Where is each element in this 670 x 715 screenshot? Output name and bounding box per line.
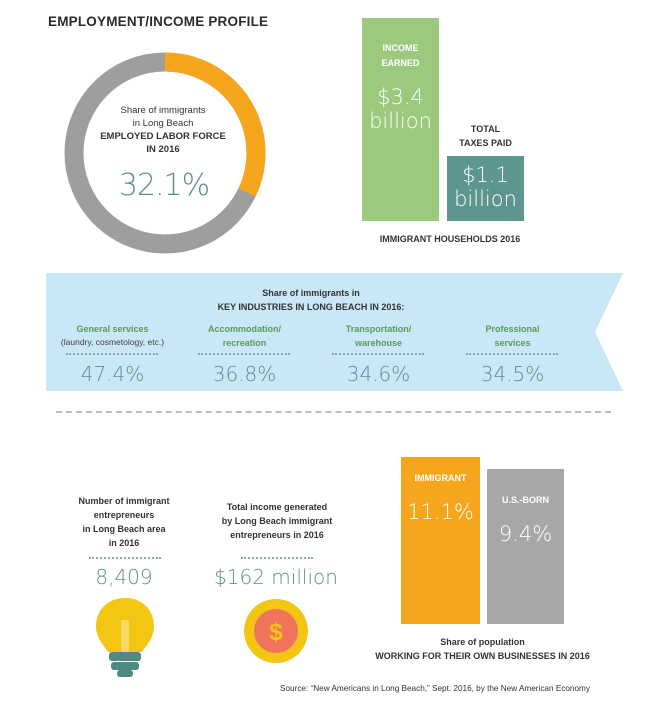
entrepreneur-count-label	[64, 494, 184, 550]
coin-symbol: $	[269, 619, 283, 646]
dotted-rule	[332, 353, 424, 355]
dotted-rule	[241, 557, 313, 559]
count-line3: in Long Beach area	[82, 524, 166, 534]
immigrant-bar	[401, 457, 480, 624]
industry-value: 47.4%	[80, 362, 145, 386]
section-divider	[56, 411, 611, 413]
usborn-label: U.S.-BORN	[502, 495, 549, 505]
own-caption-line1: Share of population	[440, 637, 525, 647]
dotted-rule	[198, 353, 290, 355]
entrepreneur-count-value: 8,409	[95, 565, 153, 589]
industry-name: General services	[76, 324, 149, 334]
industry-value: 36.8%	[212, 362, 277, 386]
dotted-rule	[89, 557, 161, 559]
industry-accommodation	[182, 322, 307, 350]
labor-force-line2: in Long Beach	[132, 118, 194, 129]
immigrant-label: IMMIGRANT	[414, 473, 467, 483]
taxes-paid-label	[447, 122, 524, 150]
income-line1: Total income generated	[226, 502, 328, 512]
industries-title-line1: Share of immigrants in	[262, 288, 360, 298]
taxes-paid-unit: billion	[454, 187, 517, 211]
income-earned-unit: billion	[369, 109, 432, 133]
page-title: EMPLOYMENT/INCOME PROFILE	[48, 14, 269, 29]
industry-name-line2: warehouse	[354, 338, 403, 348]
lightbulb-icon	[92, 596, 158, 678]
income-earned-value: $3.4	[377, 85, 424, 109]
industry-professional	[450, 322, 575, 350]
own-caption-line2: WORKING FOR THEIR OWN BUSINESSES IN 2016	[375, 651, 590, 661]
usborn-bar	[487, 469, 564, 624]
income-line3: entrepreneurs in 2016	[230, 530, 324, 540]
industry-name-line2: services	[494, 338, 531, 348]
industry-name: Professional	[485, 324, 540, 334]
industry-general-services	[50, 322, 175, 349]
industries-title	[46, 286, 576, 314]
labor-force-label	[98, 104, 228, 156]
entrepreneur-income-label	[212, 500, 342, 542]
industry-name-line2: recreation	[222, 338, 267, 348]
own-business-caption	[375, 635, 590, 663]
entrepreneur-income-value: $162 million	[214, 565, 338, 589]
industry-name: Accommodation/	[207, 324, 281, 334]
households-caption: IMMIGRANT HOUSEHOLDS 2016	[379, 234, 521, 244]
industry-value: 34.5%	[480, 362, 545, 386]
dotted-rule	[466, 353, 558, 355]
count-line4: in 2016	[108, 538, 140, 548]
taxes-line2: TAXES PAID	[459, 138, 512, 148]
dotted-rule	[66, 353, 158, 355]
usborn-value: 9.4%	[498, 522, 553, 546]
labor-force-line4: IN 2016	[146, 144, 180, 155]
taxes-line1: TOTAL	[470, 124, 501, 134]
industry-value: 34.6%	[346, 362, 411, 386]
income-earned-line2: EARNED	[381, 58, 420, 68]
taxes-paid-value: $1.1	[462, 163, 509, 187]
industry-transportation	[316, 322, 441, 350]
taxes-paid-bar	[447, 156, 524, 221]
source-note: Source: “New Americans in Long Beach,” Sept. 2016, by the New American Economy	[280, 684, 590, 693]
immigrant-value: 11.1%	[407, 500, 474, 524]
labor-force-line1: Share of immigrants	[120, 105, 206, 116]
industry-sub: (laundry, cosmetology, etc.)	[60, 337, 165, 347]
labor-force-line3: EMPLOYED LABOR FORCE	[100, 131, 226, 142]
count-line2: entrepreneurs	[93, 510, 155, 520]
labor-force-value: 32.1%	[118, 168, 210, 203]
income-earned-bar	[362, 18, 439, 221]
industry-name: Transportation/	[345, 324, 412, 334]
income-earned-line1: INCOME	[382, 43, 419, 53]
industries-title-line2: KEY INDUSTRIES IN LONG BEACH IN 2016:	[217, 302, 405, 312]
income-line2: by Long Beach immigrant	[221, 516, 333, 526]
count-line1: Number of immigrant	[78, 496, 170, 506]
coin-icon	[243, 598, 309, 664]
